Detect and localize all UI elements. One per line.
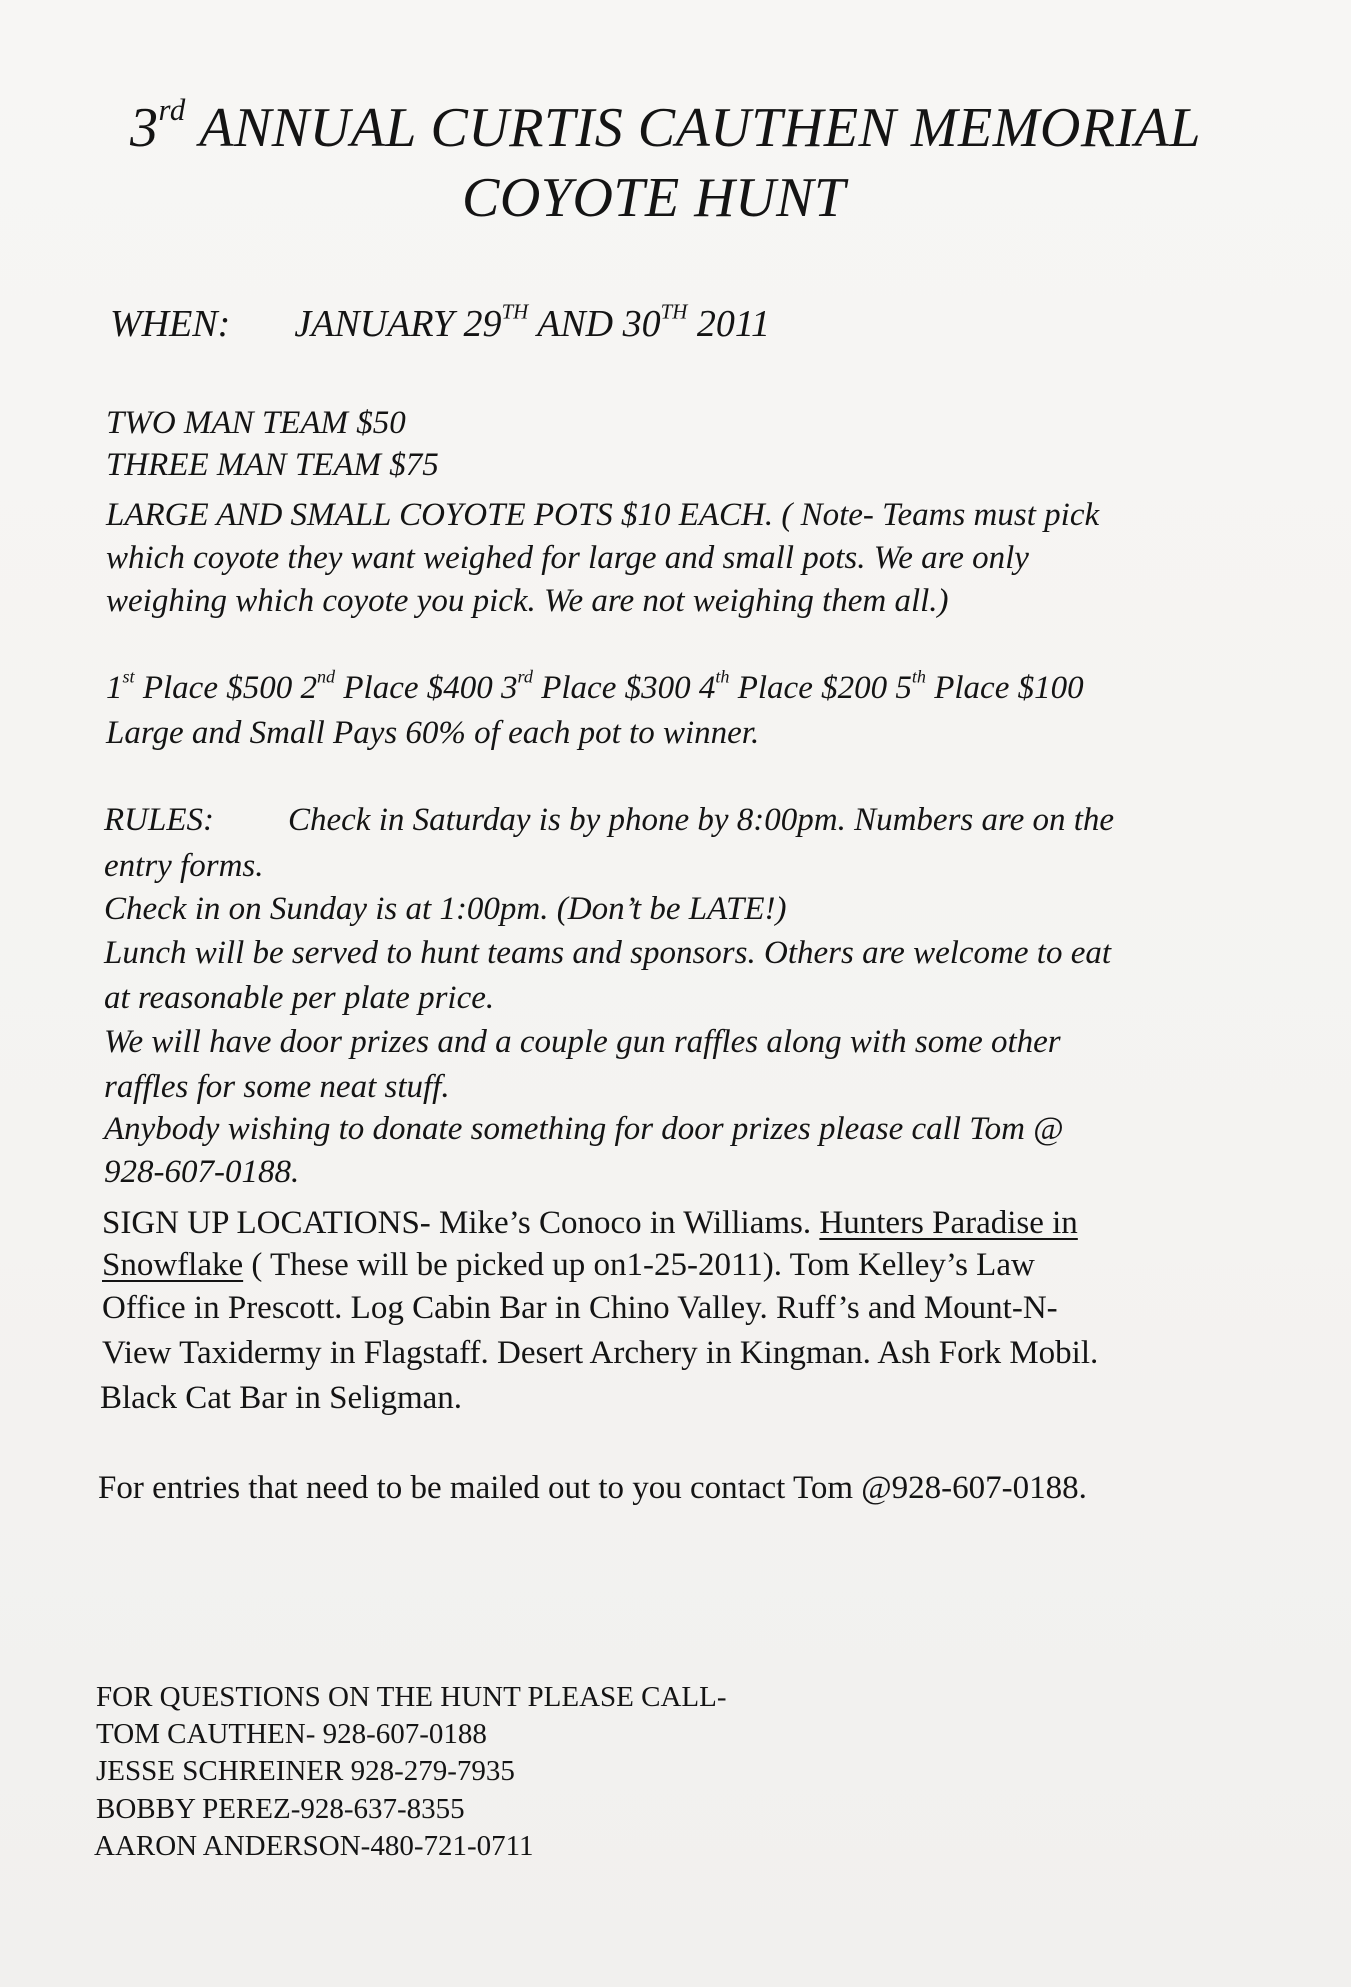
signup-line-3: Office in Prescott. Log Cabin Bar in Chino Valley. Ruff’s and Mount-N- bbox=[102, 1290, 1058, 1326]
prize-2-text: Place $400 bbox=[343, 670, 493, 706]
contact-2: JESSE SCHREINER 928-279-7935 bbox=[96, 1755, 515, 1787]
contact-3: BOBBY PEREZ-928-637-8355 bbox=[96, 1793, 465, 1825]
pays-line: Large and Small Pays 60% of each pot to winner. bbox=[106, 715, 760, 751]
title-line-1-text: ANNUAL CURTIS CAUTHEN MEMORIAL bbox=[199, 97, 1202, 159]
when-line bbox=[110, 299, 771, 345]
rules-lunch-1: Lunch will be served to hunt teams and sponsors. Others are welcome to eat bbox=[104, 935, 1112, 971]
when-day2: AND 30 bbox=[537, 303, 661, 345]
contacts-heading: FOR QUESTIONS ON THE HUNT PLEASE CALL- bbox=[96, 1681, 727, 1713]
title-line-2-text: COYOTE HUNT bbox=[462, 167, 846, 229]
rules-label: RULES: bbox=[104, 802, 214, 838]
title-ordinal: 3 bbox=[130, 97, 159, 159]
prize-4-num: 4 bbox=[698, 670, 716, 706]
rules-donate-2: 928-607-0188. bbox=[104, 1154, 300, 1190]
rules-donate-1: Anybody wishing to donate something for door prizes please call Tom @ bbox=[104, 1111, 1064, 1147]
rules-checkin-sat: Check in Saturday is by phone by 8:00pm. Numbers are on the bbox=[288, 802, 1115, 838]
title-line-1 bbox=[130, 92, 1202, 159]
prize-3-text: Place $300 bbox=[541, 670, 691, 706]
mail-line: For entries that need to be mailed out to you contact Tom @928-607-0188. bbox=[98, 1470, 1087, 1506]
rules-lunch-2: at reasonable per plate price. bbox=[104, 980, 495, 1016]
prize-2-sup: nd bbox=[316, 666, 336, 687]
fee-three-man: THREE MAN TEAM $75 bbox=[106, 447, 439, 483]
rules-line-1 bbox=[104, 804, 1114, 837]
rules-checkin-sun: Check in on Sunday is at 1:00pm. (Don’t be LATE!) bbox=[104, 891, 787, 927]
prize-1-text: Place $500 bbox=[142, 670, 293, 706]
fee-pots-line-1: LARGE AND SMALL COYOTE POTS $10 EACH. ( Note- Teams must pick bbox=[106, 497, 1100, 533]
when-label: WHEN: bbox=[110, 303, 231, 345]
title-ordinal-suffix: rd bbox=[158, 92, 186, 127]
prizes-line bbox=[106, 666, 1084, 706]
prize-4-text: Place $200 bbox=[737, 670, 888, 706]
fee-pots-line-2: which coyote they want weighed for large and small pots. We are only bbox=[106, 540, 1029, 576]
signup-line-4: View Taxidermy in Flagstaff. Desert Archery in Kingman. Ash Fork Mobil. bbox=[102, 1335, 1099, 1371]
signup-line-1-a: SIGN UP LOCATIONS- Mike’s Conoco in Williams. bbox=[102, 1205, 820, 1241]
fee-pots-line-3: weighing which coyote you pick. We are not weighing them all.) bbox=[106, 583, 949, 619]
prize-4-sup: th bbox=[715, 666, 730, 687]
when-day2-sup: TH bbox=[660, 299, 688, 324]
contact-1: TOM CAUTHEN- 928-607-0188 bbox=[96, 1718, 487, 1750]
signup-line-2-b: ( These will be picked up on1-25-2011). Tom Kelley’s Law bbox=[243, 1247, 1035, 1283]
signup-hunters-paradise: Hunters Paradise in bbox=[819, 1205, 1078, 1241]
rules-prizes-2: raffles for some neat stuff. bbox=[104, 1069, 450, 1105]
when-year: 2011 bbox=[696, 303, 771, 345]
when-day1-sup: TH bbox=[501, 299, 529, 324]
rules-prizes-1: We will have door prizes and a couple gun raffles along with some other bbox=[104, 1024, 1061, 1060]
prize-5-sup: th bbox=[911, 666, 926, 687]
contact-4: AARON ANDERSON-480-721-0711 bbox=[94, 1830, 534, 1862]
prize-1-num: 1 bbox=[106, 670, 123, 706]
when-day1: JANUARY 29 bbox=[294, 303, 502, 345]
signup-line-5: Black Cat Bar in Seligman. bbox=[100, 1380, 463, 1416]
prize-5-text: Place $100 bbox=[934, 670, 1084, 706]
prize-3-sup: rd bbox=[517, 666, 533, 687]
prize-2-num: 2 bbox=[300, 670, 317, 706]
prize-1-sup: st bbox=[122, 666, 135, 687]
fee-two-man: TWO MAN TEAM $50 bbox=[106, 405, 406, 441]
signup-snowflake: Snowflake bbox=[102, 1247, 244, 1283]
signup-line-1 bbox=[102, 1207, 1078, 1240]
prize-3-num: 3 bbox=[501, 670, 518, 706]
signup-line-2 bbox=[102, 1249, 1035, 1282]
rules-checkin-sat-2: entry forms. bbox=[104, 848, 264, 884]
title-line-2 bbox=[462, 167, 846, 229]
prize-5-num: 5 bbox=[895, 670, 912, 706]
